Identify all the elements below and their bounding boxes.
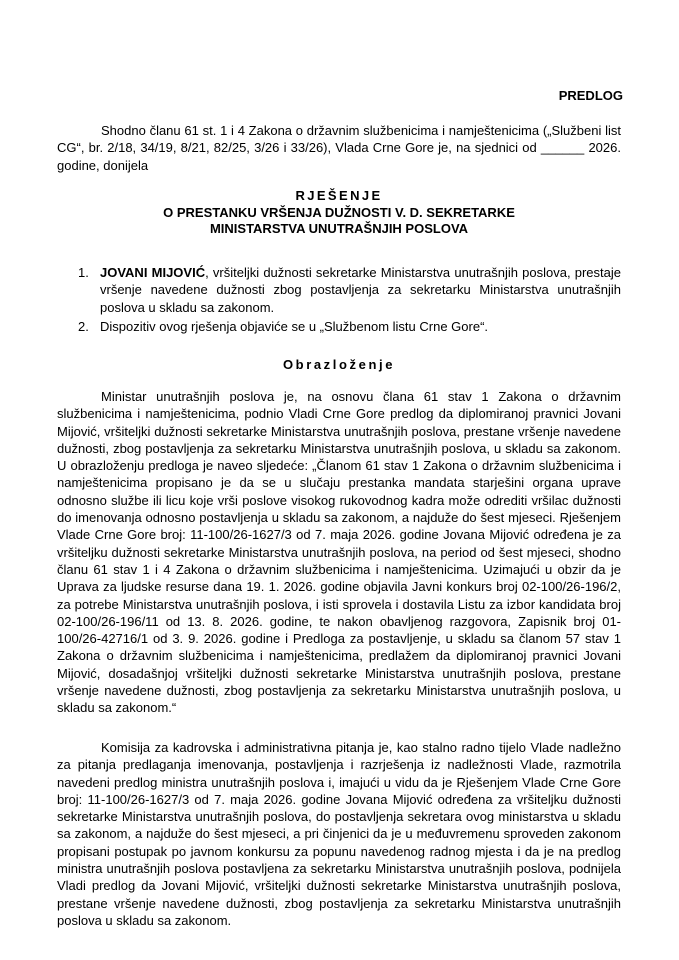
list-item-number: 2. [78,318,89,334]
list-item-text [100,318,621,335]
title-line-2: O PRESTANKU VRŠENJA DUŽNOSTI V. D. SEKRETARKE [163,205,515,220]
intro-paragraph: Shodno članu 61 st. 1 i 4 Zakona o državnim službenicima i namještenicima („Službeni list CG“, br. 2/18, 34/19, 8/21, 82/25, 3/26 i 33/26), Vlada Crne Gore je, na sjednici od ______ 2026. godine, donijela [57,123,621,173]
list-item-number: 1. [78,265,89,280]
obrazlozenje-paragraph-1: Ministar unutrašnjih poslova je, na osnovu člana 61 stav 1 Zakona o državnim službenicima i namještenicima, podnio Vladi Crne Gore predlog da diplomiranoj pravnici Jovani Mijović, vršiteljki dužnosti sekretarke Ministarstva unutrašnjih poslova, prestane vršenje navedene dužnosti, zbog postavljenja za sekretarku Ministarstva unutrašnjih poslova, u skladu sa zakonom. U obrazloženju predloga je naveo sljedeće: „Članom 61 stav 1 Zakona o državnim službenicima i namještenicima propisano je da se u slučaju prestanka mandata starješini organa uprave odnosno službe ili licu koje vrši poslove visokog rukovodnog kadra može odrediti vršilac dužnosti do imenovanja odnosno postavljenja u skladu sa zakonom, a najduže do šest mjeseci. Rješenjem Vlade Crne Gore broj: 11-100/26-1627/3 od 7. maja 2026. godine Jovana Mijović određena je za vršiteljku dužnosti sekretarke Ministarstva unutrašnjih poslova, na period od šest mjeseci, shodno članu 61 stav 1 i 4 Zakona o državnim službenicima i namještenicima. Uzimajući u obzir da je Uprava za ljudske resurse dana 19. 1. 2026. godine objavila Javni konkurs broj 02-100/26-196/2, za potrebe Ministarstva unutrašnjih poslova, i isti sprovela i dostavila Listu za izbor kandidata broj 02-100/26-196/11 od 13. 8. 2026. godine, te nakon obavljenog razgovora, Zapisnik broj 01-100/26-42716/1 od 3. 9. 2026. godine i Predloga za postavljenje, u skladu sa članom 57 stav 1 Zakona o državnim službenicima i namještenicima, predlažem da diplomiranoj pravnici Jovani Mijović, dosadašnjoj vršiteljki dužnosti sekretarke Ministarstva unutrašnjih poslova, prestane vršenje navedene dužnosti, zbog postavljenja za sekretarku Ministarstva unutrašnjih poslova, u skladu sa zakonom.“ [57,389,621,716]
predlog-label: PREDLOG [558,88,623,103]
person-name: JOVANI MIJOVIĆ [100,265,206,280]
list-item [78,318,621,335]
obrazlozenje-paragraph-2: Komisija za kadrovska i administrativna pitanja je, kao stalno radno tijelo Vlade nadležno za pitanja predlaganja imenovanja, postavljenja i razrješenja iz nadležnosti Vlade, razmotrila navedeni predlog ministra unutrašnjih poslova i, imajući u vidu da je Rješenjem Vlade Crne Gore broj: 11-100/26-1627/3 od 7. maja 2026. godine Jovana Mijović određena za vršiteljku dužnosti sekretarke Ministarstva unutrašnjih poslova, do postavljenja sekretara ovog ministarstva u skladu sa zakonom, a najduže do šest mjeseci, a pri činjenici da je u međuvremenu sproveden zakonom propisani postupak po javnom konkursu za popunu navedenog radnog mjesta i da je na predlog ministra unutrašnjih poslova postavljena za sekretarku Ministarstva unutrašnjih poslova, podnijela Vladi predlog da Jovani Mijović, vršiteljki dužnosti sekretarke Ministarstva unutrašnjih poslova, prestane vršenje navedene dužnosti, zbog postavljenja za sekretarku Ministarstva unutrašnjih poslova u skladu sa zakonom. [57,740,621,928]
obrazlozenje-heading: Obrazloženje [282,357,396,372]
list-item-body: Dispozitiv ovog rješenja objaviće se u „Službenom listu Crne Gore“. [100,318,489,334]
title-line-3: MINISTARSTVA UNUTRAŠNJIH POSLOVA [209,221,469,236]
list-item [78,264,621,316]
list-item-text [100,264,621,316]
list-item-body: , vršiteljki dužnosti sekretarke Ministarstva unutrašnjih poslova, prestaje vršenje navedene dužnosti zbog postavljenja za sekretarku Ministarstva unutrašnjih poslova u skladu sa zakonom. [100,265,621,315]
title-rjesenje: RJEŠENJE [295,188,383,203]
dispositive-list [78,264,621,335]
